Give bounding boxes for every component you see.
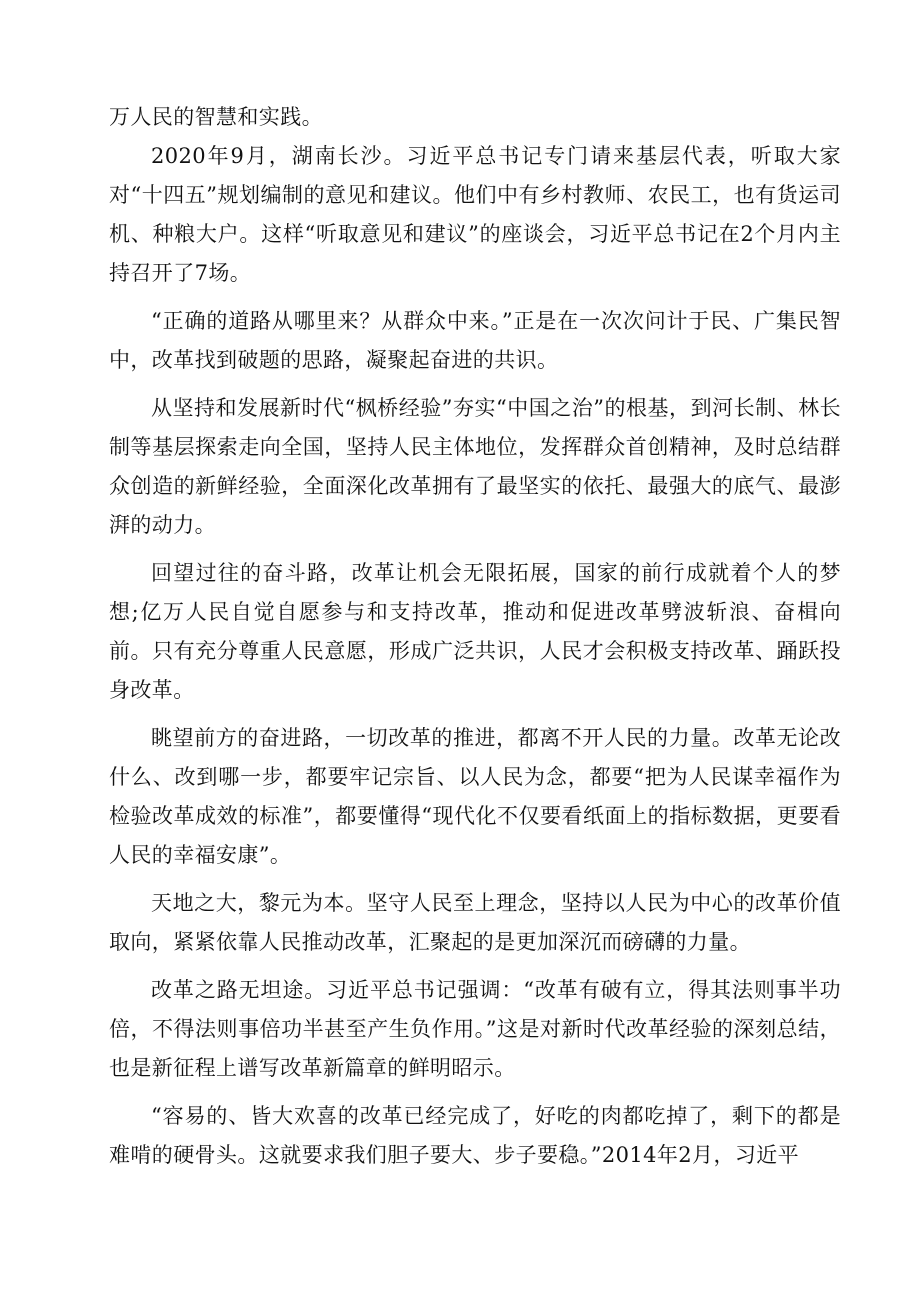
paragraph: 从坚持和发展新时代“枫桥经验”夯实“中国之治”的根基，到河长制、林长制等基层探索走向全国，坚持人民主体地位，发挥群众首创精神，及时总结群众创造的新鲜经验，全面深化改革拥有了最坚实的依托、最强大的底气、最澎湃的动力。: [109, 396, 841, 537]
paragraph: 改革之路无坦途。习近平总书记强调：“改革有破有立，得其法则事半功倍，不得法则事倍功半甚至产生负作用。”这是对新时代改革经验的深刻总结，也是新征程上谱写改革新篇章的鲜明昭示。: [109, 978, 841, 1080]
paragraph: 回望过往的奋斗路，改革让机会无限拓展，国家的前行成就着个人的梦想;亿万人民自觉自愿参与和支持改革，推动和促进改革劈波斩浪、奋楫向前。只有充分尊重人民意愿，形成广泛共识，人民才会积极支持改革、踊跃投身改革。: [109, 561, 841, 702]
paragraph: “正确的道路从哪里来？从群众中来。”正是在一次次问计于民、广集民智中，改革找到破题的思路，凝聚起奋进的共识。: [109, 309, 841, 372]
paragraph: 2020年9月，湖南长沙。习近平总书记专门请来基层代表，听取大家对“十四五”规划编制的意见和建议。他们中有乡村教师、农民工，也有货运司机、种粮大户。这样“听取意见和建议”的座谈会，习近平总书记在2个月内主持召开了7场。: [109, 144, 841, 285]
paragraph: 眺望前方的奋进路，一切改革的推进，都离不开人民的力量。改革无论改什么、改到哪一步，都要牢记宗旨、以人民为念，都要“把为人民谋幸福作为检验改革成效的标准”，都要懂得“现代化不仅要看纸面上的指标数据，更要看人民的幸福安康”。: [109, 726, 841, 867]
paragraph-continuation: 万人民的智慧和实践。: [109, 105, 323, 129]
paragraph: 天地之大，黎元为本。坚守人民至上理念，坚持以人民为中心的改革价值取向，紧紧依靠人民推动改革，汇聚起的是更加深沉而磅礴的力量。: [109, 891, 841, 954]
document-body: [109, 98, 841, 1184]
paragraph: “容易的、皆大欢喜的改革已经完成了，好吃的肉都吃掉了，剩下的都是难啃的硬骨头。这就要求我们胆子要大、步子要稳。”2014年2月，习近平: [109, 1104, 841, 1167]
